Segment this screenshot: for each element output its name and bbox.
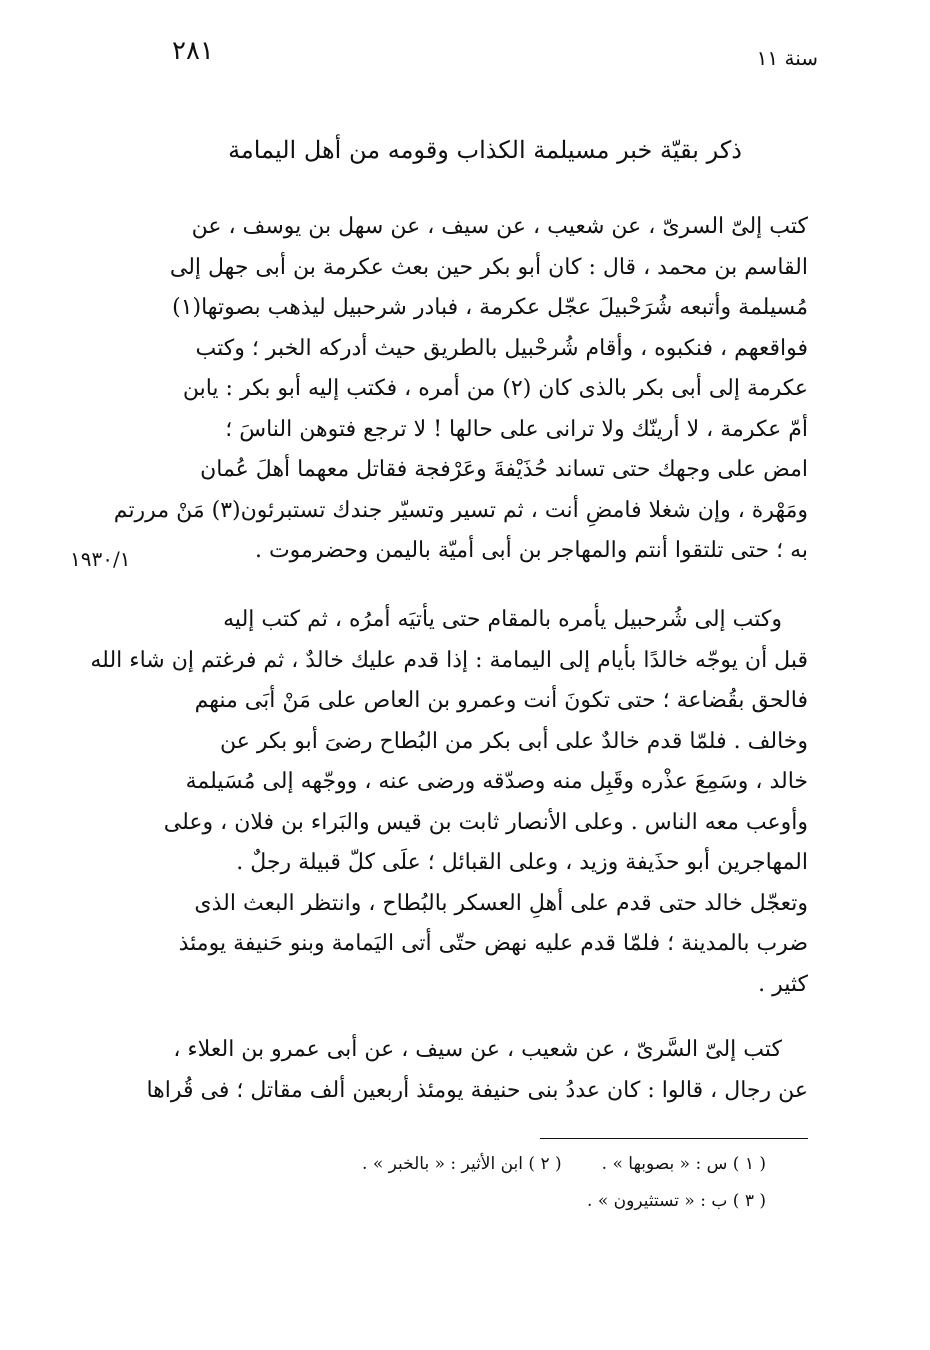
text-line: وتعجّل خالد حتى قدم على أهلِ العسكر بالبُطاح ، وانتظر البعث الذى	[194, 890, 808, 916]
margin-reference: ١٩٣٠/١	[70, 547, 131, 571]
footnote-3: ( ٣ ) ب : « تستثيرون » .	[587, 1191, 766, 1211]
text-line: كثير .	[758, 971, 808, 997]
footnote-1: ( ١ ) س : « بصوبها » .	[601, 1154, 766, 1174]
text-line: مُسيلمة وأتبعه شُرَحْبيلَ عجّل عكرمة ، فبادر شرحبيل ليذهب بصوتها(١)	[172, 295, 808, 320]
text-line: وكتب إلى شُرحبيل يأمره بالمقام حتى يأتيَه أمرُه ، ثم كتب إليه	[223, 607, 782, 632]
paragraph-2	[90, 600, 808, 1005]
text-line: فالحق بقُضاعة ؛ حتى تكونَ أنت وعمرو بن العاص على مَنْ أبَى منهم	[194, 688, 808, 713]
text-line: كتب إلىّ السَّرىّ ، عن شعيب ، عن سيف ، عن أبى عمرو بن العلاء ،	[173, 1037, 782, 1062]
page-number: ٢٨١	[172, 36, 214, 66]
text-line: امض على وجهك حتى تساند حُذَيْفةَ وعَرْفجة فقاتل معهما أهلَ عُمان	[200, 457, 808, 482]
footnote-line	[362, 1154, 766, 1174]
footnote-2: ( ٢ ) ابن الأثير : « بالخبر » .	[362, 1154, 562, 1174]
paragraph-3	[146, 1030, 808, 1111]
text-line: القاسم بن محمد ، قال : كان أبو بكر حين بعث عكرمة بن أبى جهل إلى	[169, 254, 808, 280]
text-line: وأوعب معه الناس . وعلى الأنصار ثابت بن قيس والبَراء بن فلان ، وعلى	[163, 809, 808, 835]
text-line: به ؛ حتى تلتقوا أنتم والمهاجر بن أبى أميّة باليمن وحضرموت .	[254, 538, 808, 563]
text-line: كتب إلىّ السرىّ ، عن شعيب ، عن سيف ، عن سهل بن يوسف ، عن	[191, 214, 808, 239]
footnote-divider	[540, 1138, 808, 1139]
text-line: ومَهْرة ، وإن شغلا فامضِ أنت ، ثم تسير وتسيّر جندك تستبرئون(٣) مَنْ مررتم	[113, 497, 808, 523]
text-line: خالد ، وسَمِعَ عذْره وقَبِل منه وصدّقه ورضى عنه ، ووجّهه إلى مُسَيلمة	[185, 769, 808, 794]
text-line: عن رجال ، قالوا : كان عددُ بنى حنيفة يومئذ أربعين ألف مقاتل ؛ فى قُراها	[146, 1077, 808, 1103]
footnote-line	[587, 1191, 766, 1211]
running-head: سنة ١١	[756, 46, 818, 70]
text-line: عكرمة إلى أبى بكر بالذى كان (٢) من أمره ، فكتب إليه أبو بكر : يابن	[182, 376, 808, 401]
text-line: فواقعهم ، فنكبوه ، وأقام شُرحْبيل بالطريق حيث أدركه الخبر ؛ وكتب	[195, 335, 808, 361]
text-line: أمّ عكرمة ، لا أرينّك ولا ترانى على حالها ! لا ترجع فتوهن الناسَ ؛	[225, 416, 808, 442]
text-line: قبل أن يوجّه خالدًا بأيام إلى اليمامة : إذا قدم عليك خالدٌ ، ثم فرغتم إن شاء الله	[90, 647, 808, 673]
section-title: ذكر بقيّة خبر مسيلمة الكذاب وقومه من أهل اليمامة	[228, 136, 742, 164]
text-line: وخالف . فلمّا قدم خالدٌ على أبى بكر من البُطاح رضىَ أبو بكر عن	[220, 728, 808, 754]
text-line: المهاجرين أبو حذَيفة وزيد ، وعلى القبائل ؛ علَى كلّ قبيلة رجلٌ .	[236, 850, 808, 875]
paragraph-1	[113, 207, 808, 572]
text-line: ضرب بالمدينة ؛ فلمّا قدم عليه نهض حتّى أتى اليَمامة وبنو حَنيفة يومئذ	[178, 931, 808, 956]
